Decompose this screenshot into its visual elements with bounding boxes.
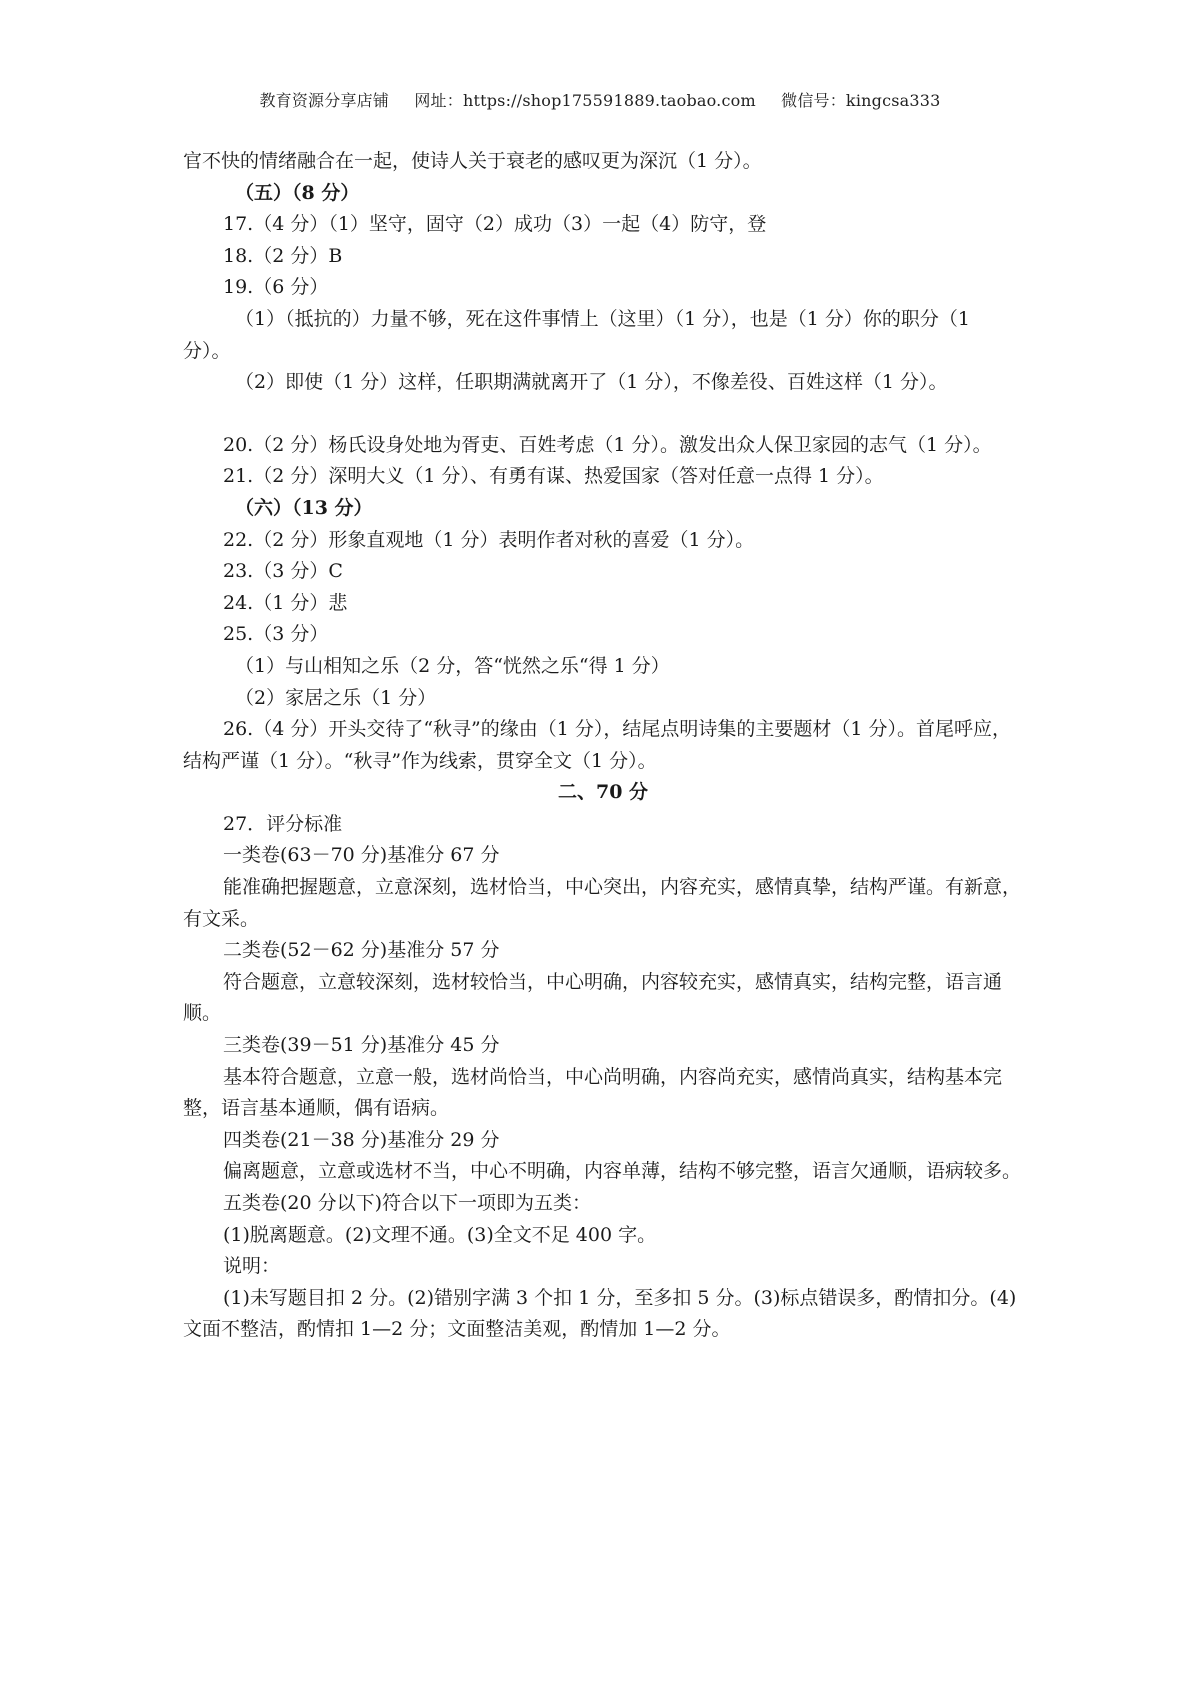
grade-description: 基本符合题意，立意一般，选材尚恰当，中心尚明确，内容尚充实，感情尚真实，结构基本完整，语言基本通顺，偶有语病。	[183, 1065, 1003, 1120]
grade-category: 四类卷(21－38 分)基准分 29 分	[223, 1128, 500, 1151]
answer-item: （1）与山相知之乐（2 分，答“恍然之乐“得 1 分）	[235, 654, 670, 677]
answer-item: （2）家居之乐（1 分）	[235, 686, 437, 709]
text-line: 官不快的情绪融合在一起，使诗人关于衰老的感叹更为深沉（1 分）。	[183, 150, 762, 172]
answer-item: （1）（抵抗的）力量不够，死在这件事情上（这里）（1 分），也是（1 分）你的职分（1 分）。	[183, 307, 970, 362]
grade-description: 能准确把握题意，立意深刻，选材恰当，中心突出，内容充实，感情真挚，结构严谨。有新意，有文采。	[183, 876, 1022, 930]
header-shop: 教育资源分享店铺	[259, 91, 390, 110]
answer-item: 18.（2 分）B	[223, 244, 343, 267]
answer-content	[183, 146, 1023, 1346]
answer-item: 26.（4 分）开头交待了“秋寻”的缘由（1 分），结尾点明诗集的主要题材（1 分）。首尾呼应，结构严谨（1 分）。“秋寻”作为线索，贯穿全文（1 分）。	[183, 718, 1012, 772]
answer-item: 27．评分标准	[223, 812, 343, 835]
section-heading: （六）（13 分）	[235, 496, 373, 519]
grade-description: 偏离题意，立意或选材不当，中心不明确，内容单薄，结构不够完整，语言欠通顺，语病较多。	[223, 1160, 1022, 1183]
answer-item: 21.（2 分）深明大义（1 分）、有勇有谋、热爱国家（答对任意一点得 1 分）。	[223, 465, 884, 488]
header-url: 网址：https://shop175591889.taobao.com	[414, 91, 756, 110]
note-text: (1)未写题目扣 2 分。(2)错别字满 3 个扣 1 分，至多扣 5 分。(3)标点错误多，酌情扣分。(4)文面不整洁，酌情扣 1—2 分；文面整洁美观，酌情加 1—2 分。	[183, 1286, 1017, 1341]
grade-category: 五类卷(20 分以下)符合以下一项即为五类：	[223, 1192, 592, 1214]
grade-category: 三类卷(39－51 分)基准分 45 分	[223, 1034, 500, 1057]
answer-item: 25.（3 分）	[223, 623, 329, 646]
answer-item: 22.（2 分）形象直观地（1 分）表明作者对秋的喜爱（1 分）。	[223, 528, 755, 551]
section-heading: （五）（8 分）	[235, 181, 360, 204]
page-header	[0, 88, 1200, 111]
grade-category: 一类卷(63－70 分)基准分 67 分	[223, 844, 500, 867]
grade-description: (1)脱离题意。(2)文理不通。(3)全文不足 400 字。	[223, 1223, 657, 1246]
note-label: 说明：	[223, 1255, 281, 1278]
header-wechat: 微信号：kingcsa333	[781, 91, 941, 110]
answer-item: （2）即使（1 分）这样，任职期满就离开了（1 分），不像差役、百姓这样（1 分）。	[235, 371, 948, 394]
answer-item: 20.（2 分）杨氏设身处地为胥吏、百姓考虑（1 分）。激发出众人保卫家园的志气（1 分）。	[223, 433, 992, 456]
answer-item: 23.（3 分）C	[223, 560, 343, 583]
answer-item: 19.（6 分）	[223, 276, 329, 299]
answer-item: 24.（1 分）悲	[223, 591, 348, 614]
part-heading: 二、70 分	[557, 781, 649, 804]
answer-item: 17.（4 分）（1）坚守，固守（2）成功（3）一起（4）防守，登	[223, 213, 767, 236]
grade-description: 符合题意，立意较深刻，选材较恰当，中心明确，内容较充实，感情真实，结构完整，语言通顺。	[183, 970, 1003, 1025]
grade-category: 二类卷(52－62 分)基准分 57 分	[223, 939, 500, 962]
